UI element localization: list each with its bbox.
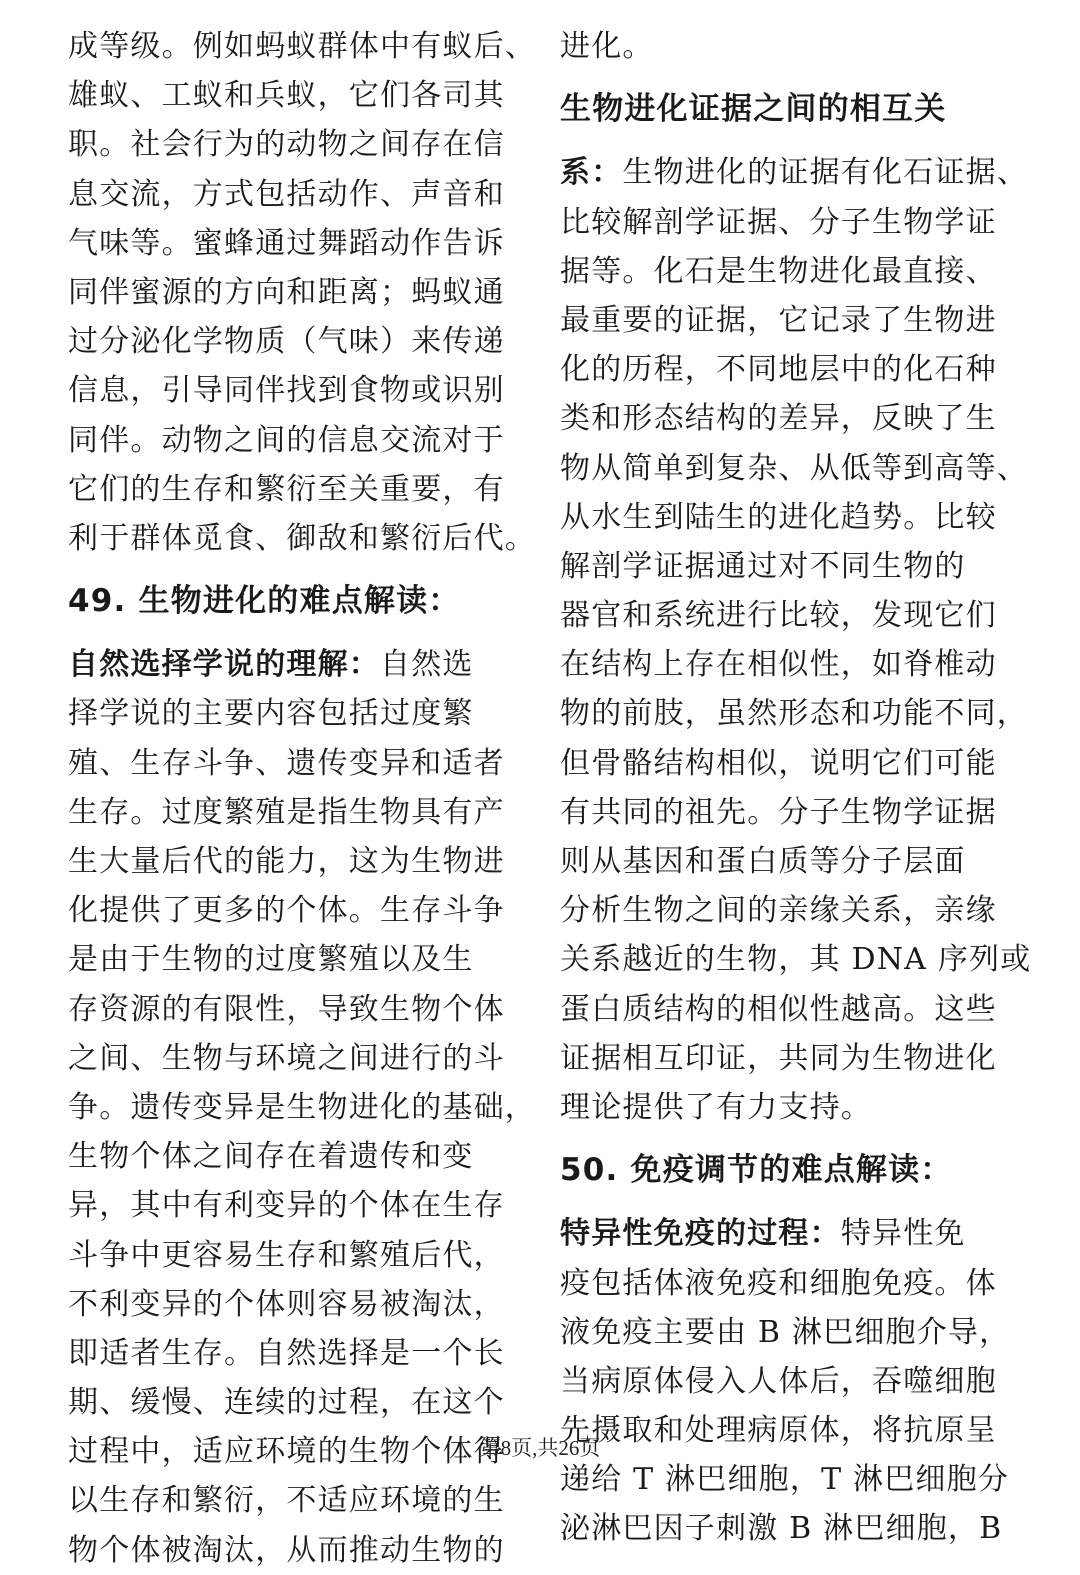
text-line: 有共同的祖先。分子生物学证据 [560,794,997,830]
text-line: 择学说的主要内容包括过度繁 [68,696,474,732]
left-column [68,22,538,1575]
text-line: 生物个体之间存在着遗传和变 [68,1139,474,1175]
text-line: 期、缓慢、连续的过程，在这个 [68,1385,505,1421]
text-line: 则从基因和蛋白质等分子层面 [560,844,966,879]
text-line: 理论提供了有力支持。 [560,1089,872,1125]
text-line: 器官和系统进行比较，发现它们 [560,598,997,634]
text-line: 同伴蜜源的方向和距离；蚂蚁通 [68,274,505,310]
text-line: 息交流，方式包括动作、声音和 [68,176,505,212]
text-line: 是由于生物的过度繁殖以及生 [68,942,474,978]
text-line: 最重要的证据，它记录了生物进 [560,302,997,338]
carry-over-line: 进化。 [560,29,654,64]
text-line: 分析生物之间的亲缘关系，亲缘 [560,893,997,929]
text-line: 之间、生物与环境之间进行的斗 [68,1040,505,1076]
text-line: 职。社会行为的动物之间存在信 [68,127,505,163]
text-line: 当病原体侵入人体后，吞噬细胞 [560,1363,997,1399]
text-line: 解剖学证据通过对不同生物的 [560,548,966,584]
section-50-heading: 50. 免疫调节的难点解读： [560,1152,953,1189]
text-line: 利于群体觅食、御敌和繁衍后代。 [68,520,536,556]
text-line: 类和形态结构的差异，反映了生 [560,401,997,437]
evidence-first-line: 生物进化的证据有化石证据、 [622,155,1029,191]
text-line: 但骨骼结构相似，说明它们可能 [560,745,997,781]
text-line: 生存。过度繁殖是指生物具有产 [68,794,505,830]
text-line: 据等。化石是生物进化最直接、 [560,253,997,289]
text-line: 关系越近的生物，其 DNA 序列或 [560,942,1032,978]
text-line: 递给 T 淋巴细胞，T 淋巴细胞分 [560,1462,1010,1498]
evidence-term-end: 系： [560,155,623,191]
text-line: 物的前肢，虽然形态和功能不同， [560,696,1028,732]
text-line: 异，其中有利变异的个体在生存 [68,1188,505,1224]
evidence-term-line: 生物进化证据之间的相互关 [560,91,947,128]
text-line: 化的历程，不同地层中的化石种 [560,352,997,388]
text-line: 存资源的有限性，导致生物个体 [68,991,505,1027]
text-line: 化提供了更多的个体。生存斗争 [68,893,505,929]
right-column [560,22,1030,1554]
section-49-heading: 49. 生物进化的难点解读： [68,583,461,620]
text-line: 从水生到陆生的进化趋势。比较 [560,499,997,535]
text-line: 以生存和繁衍，不适应环境的生 [68,1483,505,1519]
text-line: 疫包括体液免疫和细胞免疫。体 [560,1265,997,1301]
text-line: 过分泌化学物质（气味）来传递 [68,324,505,360]
immunity-paragraph [560,1209,1030,1553]
immunity-term: 特异性免疫的过程： [560,1216,841,1252]
text-line: 过程中，适应环境的生物个体得 [68,1434,505,1470]
text-line: 同伴。动物之间的信息交流对于 [68,422,505,458]
text-line: 它们的生存和繁衍至关重要，有 [68,471,505,507]
text-line: 泌淋巴因子刺激 B 淋巴细胞，B [560,1511,1003,1547]
text-line: 殖、生存斗争、遗传变异和适者 [68,745,505,781]
text-line: 物从简单到复杂、从低等到高等、 [560,450,1028,486]
text-line: 先摄取和处理病原体，将抗原呈 [560,1413,997,1449]
text-line: 斗争中更容易生存和繁殖后代， [68,1237,505,1273]
evidence-paragraph [560,85,1030,1132]
text-line: 争。遗传变异是生物进化的基础， [68,1089,536,1125]
text-line: 雄蚁、工蚁和兵蚁，它们各司其 [68,78,505,114]
text-line: 证据相互印证，共同为生物进化 [560,1040,997,1076]
text-line: 生大量后代的能力，这为生物进 [68,844,505,879]
text-line: 成等级。例如蚂蚁群体中有蚁后、 [68,29,536,64]
natural-selection-first-line: 自然选 [380,647,474,683]
text-line: 液免疫主要由 B 淋巴细胞介导， [560,1314,1011,1350]
natural-selection-term: 自然选择学说的理解： [68,647,380,683]
text-line: 信息，引导同伴找到食物或识别 [68,373,505,409]
text-line: 不利变异的个体则容易被淘汰， [68,1286,505,1322]
intro-paragraph [68,22,538,563]
text-line: 气味等。蜜蜂通过舞蹈动作告诉 [68,225,505,261]
text-line: 物个体被淘汰，从而推动生物的 [68,1532,505,1568]
text-line: 比较解剖学证据、分子生物学证 [560,204,997,240]
text-line: 蛋白质结构的相似性越高。这些 [560,991,997,1027]
immunity-first-line: 特异性免 [840,1216,966,1252]
text-line: 即适者生存。自然选择是一个长 [68,1335,505,1371]
text-line: 在结构上存在相似性，如脊椎动 [560,647,997,683]
page-number: 第8页,共26页 [479,1436,601,1460]
